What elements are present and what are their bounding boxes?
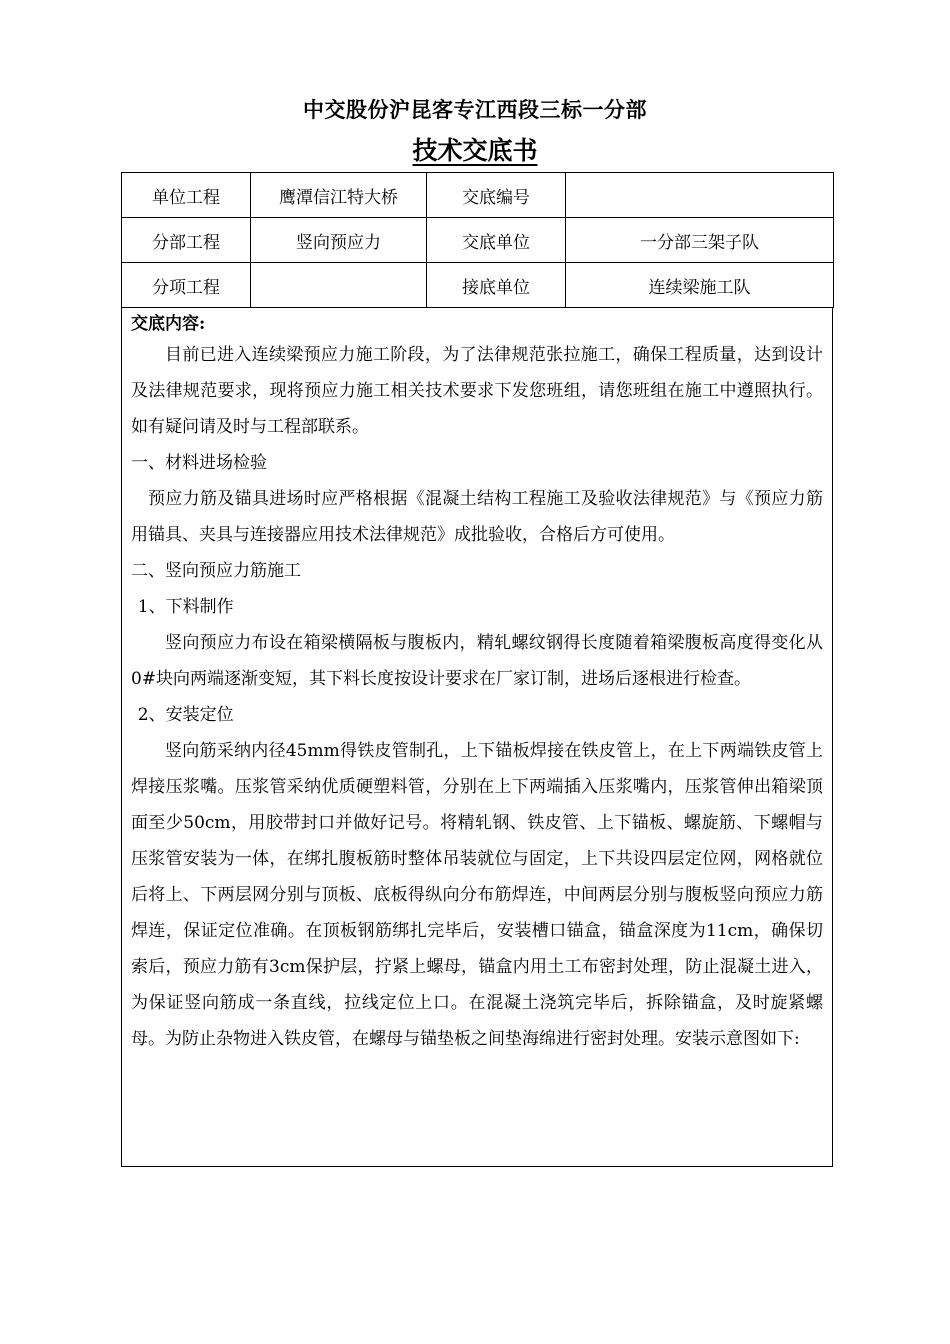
info-table xyxy=(121,172,834,308)
subsection-1-heading: 1、下料制作 xyxy=(137,597,234,617)
table-cell: 单位工程 xyxy=(122,173,251,218)
subsection-2-heading: 2、安装定位 xyxy=(137,705,234,725)
table-cell: 交底单位 xyxy=(427,218,566,263)
table-row xyxy=(122,218,834,263)
section-1-heading: 一、材料进场检验 xyxy=(131,453,267,473)
document-title xyxy=(0,131,950,167)
table-cell: 分项工程 xyxy=(122,263,251,308)
table-cell: 竖向预应力 xyxy=(251,218,427,263)
subsection-1-paragraph: 竖向预应力布设在箱梁横隔板与腹板内，精轧螺纹钢得长度随着箱梁腹板高度得变化从0#块向两端逐渐变短，其下料长度按设计要求在厂家订制，进场后逐根进行检查。 xyxy=(131,633,823,689)
document-title-text: 技术交底书 xyxy=(412,136,538,165)
table-cell: 一分部三架子队 xyxy=(566,218,834,263)
intro-paragraph: 目前已进入连续梁预应力施工阶段，为了法律规范张拉施工，确保工程质量，达到设计及法律规范要求，现将预应力施工相关技术要求下发您班组，请您班组在施工中遵照执行。如有疑问请及时与工程部联系。 xyxy=(131,345,823,437)
table-row xyxy=(122,263,834,308)
content-box xyxy=(121,307,833,1167)
subsection-2-paragraph: 竖向筋采纳内径45mm得铁皮管制孔，上下锚板焊接在铁皮管上，在上下两端铁皮管上焊接压浆嘴。压浆管采纳优质硬塑料管，分别在上下两端插入压浆嘴内，压浆管伸出箱梁顶面至少50cm，用胶带封口并做好记号。将精轧钢、铁皮管、上下锚板、螺旋筋、下螺帽与压浆管安装为一体，在绑扎腹板筋时整体吊装就位与固定，上下共设四层定位网，网格就位后将上、下两层网分别与顶板、底板得纵向分布筋焊连，中间两层分别与腹板竖向预应力筋焊连，保证定位准确。在顶板钢筋绑扎完毕后，安装槽口锚盒，锚盒深度为11cm，确保切索后，预应力筋有3cm保护层，拧紧上螺母，锚盒内用土工布密封处理，防止混凝土进入，为保证竖向筋成一条直线，拉线定位上口。在混凝土浇筑完毕后，拆除锚盒，及时旋紧螺母。为防止杂物进入铁皮管，在螺母与锚垫板之间垫海绵进行密封处理。安装示意图如下: xyxy=(131,741,823,1049)
table-cell: 鹰潭信江特大桥 xyxy=(251,173,427,218)
table-cell: 交底编号 xyxy=(427,173,566,218)
table-row xyxy=(122,173,834,218)
table-cell xyxy=(566,173,834,218)
section-2-heading: 二、竖向预应力筋施工 xyxy=(131,561,301,581)
table-cell: 接底单位 xyxy=(427,263,566,308)
table-cell xyxy=(251,263,427,308)
table-cell: 分部工程 xyxy=(122,218,251,263)
content-label: 交底内容: xyxy=(131,314,206,334)
company-title: 中交股份沪昆客专江西段三标一分部 xyxy=(303,97,647,122)
table-cell: 连续梁施工队 xyxy=(566,263,834,308)
section-1-paragraph: 预应力筋及锚具进场时应严格根据《混凝土结构工程施工及验收法律规范》与《预应力筋用锚具、夹具与连接器应用技术法律规范》成批验收，合格后方可使用。 xyxy=(131,489,823,545)
